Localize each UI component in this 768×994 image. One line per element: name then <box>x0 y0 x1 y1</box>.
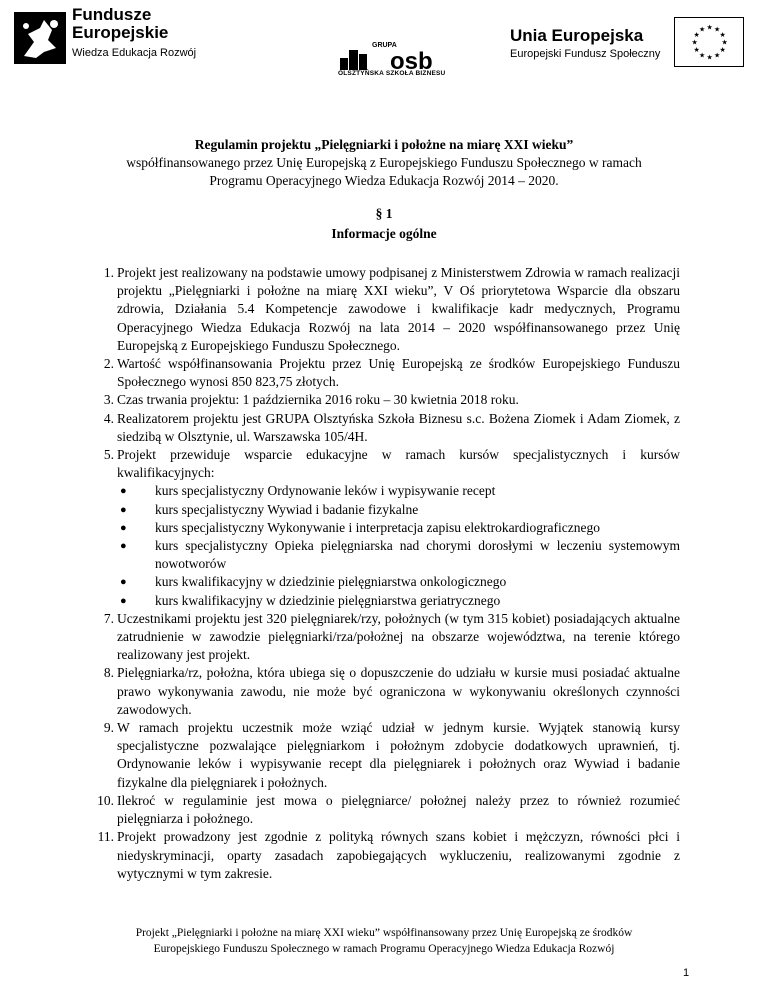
item-text: Uczestnikami projektu jest 320 pielęgniarek/rzy, położnych (w tym 315 kobiet) posiadających aktualne zatrudnienie w zawodzie pielęgniarki/rza/położnej na obszarze województwa, na terenie którego realizowany jest projekt. <box>117 610 680 663</box>
list-item <box>88 610 680 665</box>
ue-title: Unia Europejska <box>510 26 644 45</box>
bullet-icon: ● <box>120 503 127 516</box>
item-text: Projekt jest realizowany na podstawie umowy podpisanej z Ministerstwem Zdrowia w ramach realizacji projektu „Pielęgniarki i położne na miarę XXI wieku”, V Oś priorytetowa Wsparcie dla obszaru zdrowia, Działania 5.4 Kompetencje zawodowe i kwalifikacje kadr medycznych, Programu Operacyjnego Wiedza Edukacja Rozwój na lata 2014 – 2020 współfinansowanego przez Unię Europejską z Europejskiego Funduszu Społecznego. <box>117 265 680 353</box>
item-text: Czas trwania projektu: 1 października 2016 roku – 30 kwietnia 2018 roku. <box>117 392 519 408</box>
fe-line2: Europejskie <box>72 23 169 42</box>
item-text: Projekt prowadzony jest zgodnie z polityką równych szans kobiet i mężczyzn, równości płci i niedyskryminacji, oparty zasadach zapobiegających wykluczeniu, realizowanymi zgodnie z wytycznymi w tym zakresie. <box>117 829 680 881</box>
section-title: Informacje ogólne <box>331 226 437 241</box>
footer-line1: Projekt „Pielęgniarki i położne na miarę XXI wieku” współfinansowany przez Unię Europejską ze środków <box>135 927 633 939</box>
bullet-item <box>117 519 680 537</box>
osb-grupa-label: GRUPA <box>372 42 397 49</box>
bullet-icon: ● <box>120 594 127 607</box>
unia-europejska-text <box>510 26 660 60</box>
course-bullet-list <box>117 482 680 609</box>
list-item <box>88 792 680 828</box>
eu-star-icon: ★ <box>693 31 700 39</box>
bullet-item <box>117 482 680 500</box>
item-text: Ilekroć w regulaminie jest mowa o pielęgniarce/ położnej należy przez to również rozumieć pielęgniarza i położnego. <box>117 792 680 827</box>
eu-star-icon: ★ <box>693 46 700 54</box>
bullet-icon: ● <box>120 576 127 589</box>
title-line1: Regulamin projektu „Pielęgniarki i położne na miarę XXI wieku” <box>194 137 574 152</box>
bullet-text: kurs specjalistyczny Ordynowanie leków i wypisywanie recept <box>155 483 496 499</box>
item-text: Realizatorem projektu jest GRUPA Olsztyńska Szkoła Biznesu s.c. Bożena Ziomek i Adam Ziomek, z siedzibą w Olsztynie, ul. Warszawska 105/4H. <box>117 410 680 444</box>
footer-line2: Europejskiego Funduszu Społecznego w ramach Programu Operacyjnego Wiedza Edukacja Rozwój <box>153 943 615 955</box>
eu-star-icon: ★ <box>706 53 713 62</box>
page-header <box>0 0 768 110</box>
bullet-item <box>117 501 680 519</box>
page-number: 1 <box>683 967 690 979</box>
document-body <box>88 264 680 883</box>
title-line3: Programu Operacyjnego Wiedza Edukacja Rozwój 2014 – 2020. <box>209 173 559 188</box>
item-text: Pielęgniarka/rz, położna, która ubiega się o dopuszczenie do udziału w kursie musi posiadać aktualne prawo wykonywania zawodu, nie może być ograniczona w wykonywaniu określonych czynności zawodowych. <box>117 665 680 717</box>
eu-star-icon: ★ <box>719 31 726 39</box>
item-number: 4. <box>103 410 114 426</box>
item-number: 2. <box>103 356 114 372</box>
item-number: 9. <box>103 720 114 736</box>
item-number: 7. <box>103 610 114 626</box>
item-text: W ramach projektu uczestnik może wziąć udział w jednym kursie. Wyjątek stanowią kursy specjalistyczne pozwalające pielęgniarkom i położnym zdobycie dodatkowych uprawnień, tj. Ordynowanie leków i wypisywanie recept dla pielęgniarek i położnych oraz Wywiad i badanie fizykalne dla pielęgniarek i położnych. <box>117 720 680 790</box>
list-item <box>88 410 680 446</box>
item-number: 5. <box>103 447 114 463</box>
bullet-item <box>117 592 680 610</box>
eu-star-icon: ★ <box>714 25 721 34</box>
ue-subtitle: Europejski Fundusz Społeczny <box>510 48 661 60</box>
item-number: 1. <box>103 265 114 280</box>
page-footer <box>0 925 768 957</box>
list-item <box>88 355 680 391</box>
fundusze-europejskie-text <box>72 6 196 61</box>
eu-flag-icon <box>674 17 744 67</box>
fe-line3: Wiedza Edukacja Rozwój <box>72 47 197 59</box>
bullet-item <box>117 537 680 573</box>
section-heading <box>0 204 768 244</box>
eu-star-icon: ★ <box>706 23 713 32</box>
eu-star-icon: ★ <box>699 25 706 34</box>
item-text: Projekt przewiduje wsparcie edukacyjne w ramach kursów specjalistycznych i kursów kwalifikacyjnych: <box>117 447 680 481</box>
bullet-icon: ● <box>120 485 127 498</box>
list-item <box>88 719 680 792</box>
bullet-icon: ● <box>120 540 127 553</box>
bullet-item <box>117 573 680 591</box>
bullet-icon: ● <box>120 521 127 534</box>
item-number: 11. <box>97 829 114 845</box>
eu-star-icon: ★ <box>691 38 698 47</box>
numbered-list <box>88 264 680 883</box>
bullet-text: kurs kwalifikacyjny w dziedzinie pielęgniarstwa geriatrycznego <box>155 592 501 608</box>
osb-subtitle: OLSZTYŃSKA SZKOŁA BIZNESU <box>338 70 446 77</box>
list-item <box>88 828 680 883</box>
fe-line1: Fundusze <box>72 5 152 24</box>
list-item <box>88 446 680 610</box>
bullet-text: kurs kwalifikacyjny w dziedzinie pielęgniarstwa onkologicznego <box>155 574 507 590</box>
eu-star-icon: ★ <box>699 51 706 60</box>
osb-letters: osb <box>390 48 433 75</box>
eu-star-icon: ★ <box>719 46 726 54</box>
list-item <box>88 264 680 355</box>
item-number: 3. <box>103 392 114 408</box>
item-text: Wartość współfinansowania Projektu przez Unię Europejską ze środków Europejskiego Funduszu Społecznego wynosi 850 823,75 złotych. <box>117 356 680 390</box>
item-number: 8. <box>103 665 114 681</box>
bullet-text: kurs specjalistyczny Wykonywanie i interpretacja zapisu elektrokardiograficznego <box>155 519 601 535</box>
item-number: 10. <box>97 792 114 808</box>
section-number: § 1 <box>375 206 393 221</box>
document-title <box>0 136 768 190</box>
title-line2: współfinansowanego przez Unię Europejską z Europejskiego Funduszu Społecznego w ramach <box>126 155 642 170</box>
eu-star-icon: ★ <box>714 51 721 60</box>
bullet-text: kurs specjalistyczny Opieka pielęgniarska nad chorymi dorosłymi w leczeniu systemowym nowotworów <box>155 538 680 572</box>
eu-star-icon: ★ <box>721 38 728 47</box>
bullet-text: kurs specjalistyczny Wywiad i badanie fizykalne <box>155 501 419 517</box>
list-item <box>88 391 680 409</box>
list-item <box>88 664 680 719</box>
